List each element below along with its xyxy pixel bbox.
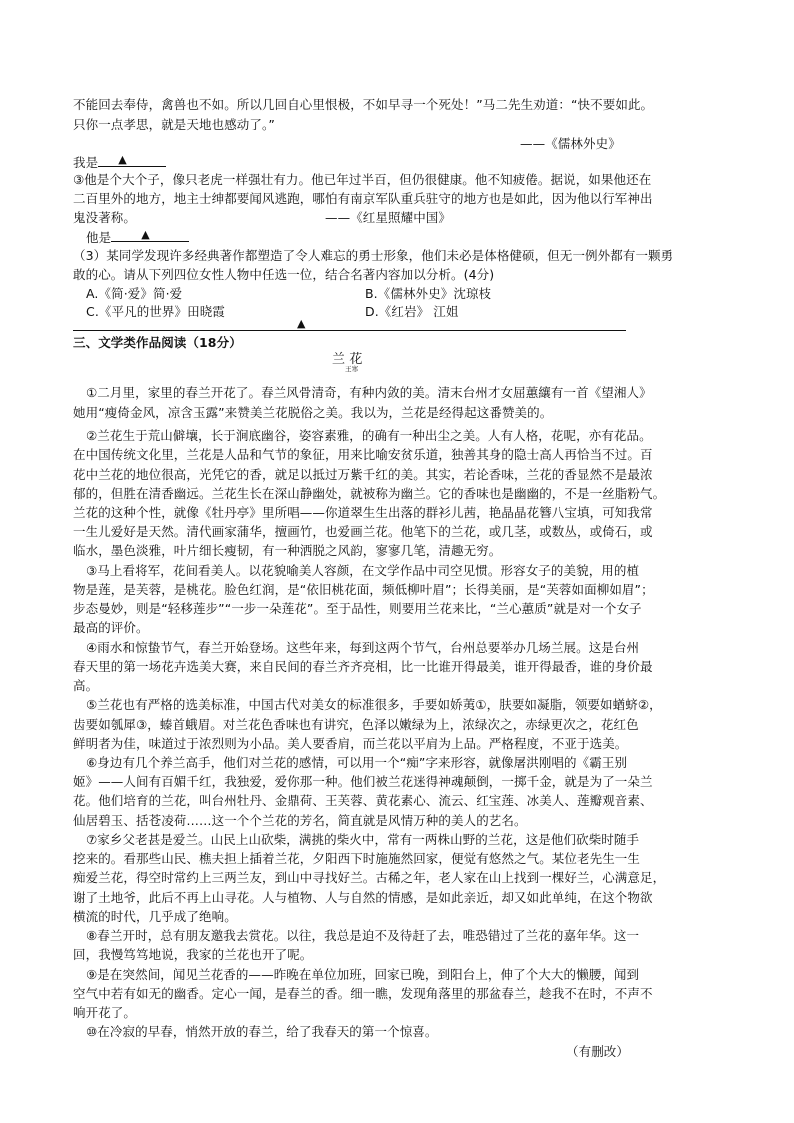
answer-area-marker-icon: ▲ <box>297 317 306 330</box>
excerpt-source: ——《儒林外史》 <box>520 136 621 151</box>
paragraph-line: ①二月里，家里的春兰开花了。春兰风骨清奇，有种内敛的美。清末台州才女屈蕙纕有一首《望湘人》 <box>86 385 652 400</box>
paragraph-line: 步态曼妙，则是“轻移莲步”“一步一朵莲花”。至于品性，则要用兰花来比，“兰心蕙质”就是对一个女子 <box>73 601 642 616</box>
paragraph-line: 谢了土地爷，此后不再上山寻花。人与植物、人与自然的情感，是如此亲近，却又如此单纯，在这个物欲 <box>73 890 653 905</box>
excerpt-line: ③他是个大个子，像只老虎一样强壮有力。他已年过半百，但仍很健康。他不知疲倦。据说，如果他还在 <box>73 172 652 187</box>
paragraph-line: 在中国传统文化里，兰花是人品和气节的象征，用来比喻安贫乐道，独善其身的隐士高人再恰当不过。百 <box>73 447 653 462</box>
paragraph-line: 仙居碧玉、括苍凌荷……这一个个兰花的芳名，简直就是风情万种的美人的艺名。 <box>73 813 527 828</box>
answer-line[interactable] <box>73 330 626 331</box>
paragraph-line: 痴爱兰花，得空时常约上三两兰友，到山中寻找好兰。古稀之年，老人家在山上找到一棵好兰，心满意足， <box>73 870 666 885</box>
paragraph-line: 齿要如瓠犀③，螓首蛾眉。对兰花色香味也有讲究，色泽以嫩绿为上，浓绿次之，赤绿更次之，花红色 <box>73 717 639 732</box>
paragraph-line: ⑩在冷寂的早春，悄然开放的春兰，给了我春天的第一个惊喜。 <box>86 1024 438 1039</box>
paragraph-line: 姬》——人间有百媚千红，我独爱，爱你那一种。他们被兰花迷得神魂颠倒，一掷千金，就是为了一朵兰 <box>73 774 653 789</box>
answer-blank-2[interactable] <box>86 228 189 246</box>
answer-blank-1[interactable] <box>73 153 166 171</box>
paragraph-line: ②兰花生于荒山僻壤，长于涧底幽谷，姿容素雅，的确有一种出尘之美。人有人格，花呢，亦有花品。 <box>86 428 652 443</box>
paragraph-line: ④雨水和惊蛰节气，春兰开始登场。这些年来，每到这两个节气，台州总要举办几场兰展。这是台州 <box>86 640 640 655</box>
section-title: 三、文学类作品阅读（18分） <box>73 335 242 350</box>
question-line: 敢的心。请从下列四位女性人物中任选一位，结合名著内容加以分析。(4分) <box>73 267 495 282</box>
question-line: （3）某同学发现许多经典著作都塑造了令人难忘的勇士形象，他们未必是体格健硕，但无一例外都有一颗勇 <box>73 248 674 263</box>
excerpt-line: 不能回去奉侍，禽兽也不如。所以几回自心里恨极，不如早寻一个死处！”马二先生劝道：“快不要如此。 <box>73 97 654 112</box>
paragraph-line: 兰花的这种个性，就像《牡丹亭》里所唱——你道翠生生出落的群衫儿茜，艳晶晶花簪八宝填，可知我常 <box>73 505 653 520</box>
blank-prefix: 我是 <box>73 155 99 170</box>
option-b: B.《儒林外史》沈琼枝 <box>365 286 492 301</box>
blank-prefix: 他是 <box>86 230 112 245</box>
paragraph-line: ⑦家乡父老甚是爱兰。山民上山砍柴，满挑的柴火中，常有一两株山野的兰花，这是他们砍柴时随手 <box>86 832 640 847</box>
option-c: C.《平凡的世界》田晓霞 <box>86 304 225 319</box>
paragraph-line: 郁的，但胜在清香幽远。兰花生长在深山静幽处，就被称为幽兰。它的香味也是幽幽的，不是一丝脂粉气。 <box>73 486 666 501</box>
paragraph-line: 鲜明者为佳，味道过于浓烈则为小品。美人要香肩，而兰花以平肩为上品。严格程度，不亚于选美。 <box>73 736 628 751</box>
excerpt-source: ——《红星照耀中国》 <box>325 210 452 225</box>
paragraph-line: 春天里的第一场花卉选美大赛，来自民间的春兰齐齐亮相，比一比谁开得最美，谁开得最香，谁的身价最 <box>73 659 653 674</box>
paragraph-line: ⑤兰花也有严格的选美标准，中国古代对美女的标准很多，手要如娇荑①，肤要如凝脂，领要如蝤蛴②， <box>86 697 662 712</box>
paragraph-line: ⑨是在突然间，闻见兰花香的——昨晚在单位加班，回家已晚，到阳台上，伸了个大大的懒腰，闻到 <box>86 967 640 982</box>
paragraph-line: ⑧春兰开时，总有朋友邀我去赏花。以往，我总是迫不及待赶了去，唯恐错过了兰花的嘉年华。这一 <box>86 928 640 943</box>
paragraph-line: 挖来的。看那些山民、樵夫担上插着兰花，夕阳西下时施施然回家，便觉有悠然之气。某位老先生一生 <box>73 851 641 866</box>
triangle-icon: ▲ <box>118 153 127 166</box>
excerpt-line: 鬼没著称。 <box>73 210 137 225</box>
triangle-icon: ▲ <box>141 228 150 241</box>
article-author: 王寒 <box>345 365 359 373</box>
blank-line <box>98 153 166 167</box>
paragraph-line: 空气中若有如无的幽香。定心一闻，是春兰的香。细一瞧，发现角落里的那盆春兰，趁我不在时，不声不 <box>73 986 653 1001</box>
paragraph-line: ③马上看将军，花间看美人。以花貌喻美人容颜，在文学作品中司空见惯。形容女子的美貌，用的植 <box>86 563 640 578</box>
paragraph-line: 花中兰花的地位很高，光凭它的香，就足以抵过万紫千红的美。其实，若论香味，兰花的香显然不是最浓 <box>73 467 653 482</box>
excerpt-line: 只你一点孝思，就是天地也感动了。” <box>73 117 275 132</box>
option-d: D.《红岩》 江姐 <box>365 304 459 319</box>
excerpt-line: 二百里外的地方，地主士绅都要闻风逃跑，哪怕有南京军队重兵驻守的地方也是如此，因为他以行军神出 <box>73 191 653 206</box>
paragraph-line: 最高的评价。 <box>73 620 149 635</box>
paragraph-line: 高。 <box>73 678 99 693</box>
paragraph-line: 花。他们培育的兰花，叫台州牡丹、金鼎荷、王芙蓉、黄花素心、流云、红宝莲、冰美人、莲瓣观音素、 <box>73 793 653 808</box>
paragraph-line: 响开花了。 <box>73 1005 137 1020</box>
paragraph-line: 回，我慢笃笃地说，我家的兰花也开了呢。 <box>73 947 313 962</box>
paragraph-line: 一生儿爱好是天然。清代画家蒲华，擅画竹，也爱画兰花。他笔下的兰花，或几茎，或数丛，或倚石，或 <box>73 524 653 539</box>
paragraph-line: 临水，墨色淡雅，叶片细长瘦韧，有一种洒脱之风韵，寥寥几笔，清趣无穷。 <box>73 543 502 558</box>
paragraph-line: ⑥身边有几个养兰高手，他们对兰花的感情，可以用一个“痴”字来形容，就像屠洪刚唱的《霸王别 <box>86 755 628 770</box>
article-title: 兰 花 <box>332 352 363 367</box>
edit-note: （有删改） <box>566 1044 630 1059</box>
paragraph-line: 她用“瘦倚金风，凉含玉露”来赞美兰花脱俗之美。我以为，兰花是经得起这番赞美的。 <box>73 405 553 420</box>
blank-line <box>111 228 189 242</box>
option-a: A.《简·爱》简·爱 <box>86 286 183 301</box>
paragraph-line: 物是莲，是芙蓉，是桃花。脸色红润，是“依旧桃花面，频低柳叶眉”；长得美丽，是“芙蓉如面柳如眉”； <box>73 582 654 597</box>
paragraph-line: 横流的时代，几乎成了绝响。 <box>73 909 237 924</box>
